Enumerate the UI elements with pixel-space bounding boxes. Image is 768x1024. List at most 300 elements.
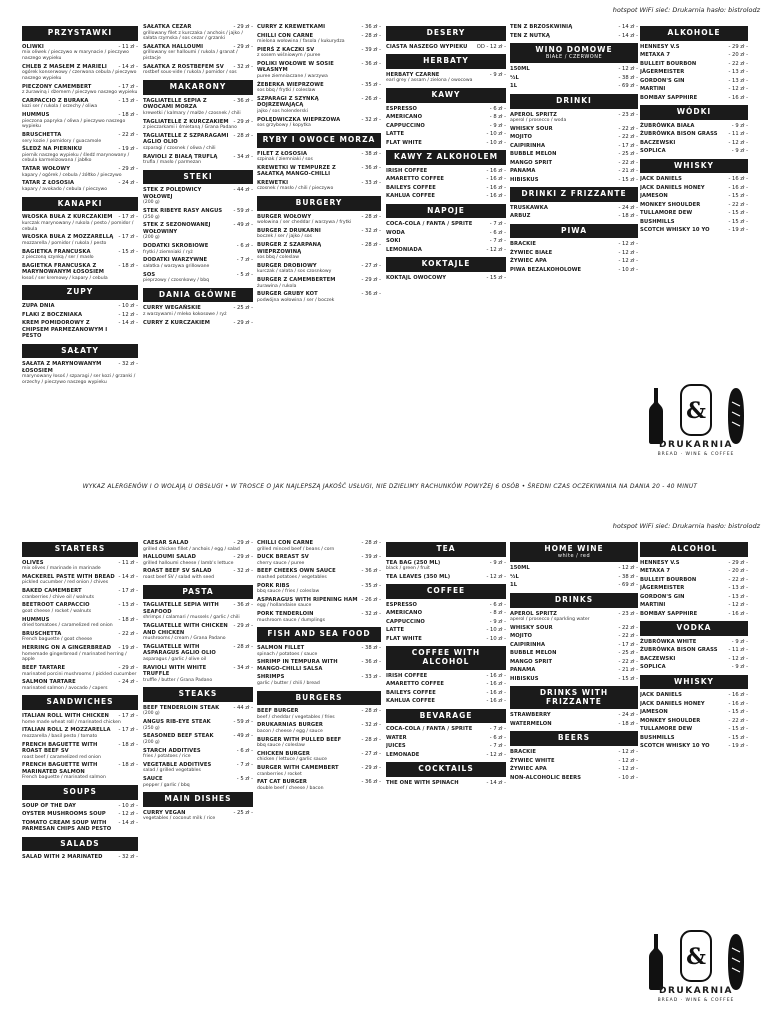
menu-item-price: - 32 zł - xyxy=(233,63,253,70)
section-heading xyxy=(22,837,138,852)
menu-item xyxy=(22,361,138,374)
menu-item-name: CURRY VEGAN xyxy=(143,809,186,816)
menu-item xyxy=(143,568,253,575)
menu-item xyxy=(386,140,506,147)
menu-item xyxy=(640,709,748,716)
menu-item xyxy=(640,639,748,646)
section-title: BURGERY xyxy=(295,198,343,207)
menu-item-description: aperol / prosecco / woda xyxy=(510,118,567,123)
menu-item-name: SOPLICA xyxy=(640,148,666,155)
menu-item-price: - 16 zł - xyxy=(486,167,506,174)
menu-item-price: - 17 zł - xyxy=(118,727,138,734)
menu-item-price: - 22 zł - xyxy=(728,201,748,208)
menu-item-description: puree ziemniaczane / warzywa xyxy=(257,73,328,79)
menu-item-name: SOUP OF THE DAY xyxy=(22,802,77,809)
menu-item xyxy=(640,577,748,584)
menu-item-price: - 12 zł - xyxy=(618,258,638,265)
menu-item xyxy=(386,735,506,742)
menu-item-name: LEMONIADA xyxy=(386,246,422,253)
menu-item-description: dried tomatoes / caramelized red onion xyxy=(22,623,113,629)
section-title: PRZYSTAWKI xyxy=(47,28,113,37)
menu-item xyxy=(510,642,638,649)
menu-item-name: ŻYWIEC APA xyxy=(510,766,547,773)
menu-item-name: MARTINI xyxy=(640,602,666,609)
section-title: SANDWICHES xyxy=(46,697,114,707)
menu-item-description: kapary / ogórek / cebula / żółtko / pieczywo xyxy=(22,172,122,178)
menu-item-description: pieprzowy / czosnkowy / bbq xyxy=(143,278,210,284)
menu-item-name: JACK DANIELS xyxy=(640,176,682,183)
menu-item-price: - 18 zł - xyxy=(118,616,138,623)
menu-item-name: CAESAR SALAD xyxy=(143,540,189,546)
menu-item-name: FRENCH BAGUETTE WITH MARINATED SALMON xyxy=(22,762,98,775)
menu-item-price: - 38 zł - xyxy=(361,645,381,652)
menu-item-price: - 7 zł - xyxy=(489,238,506,245)
menu-item-description: goat cheese / rocket / walnuts xyxy=(22,608,92,614)
menu-item-description: trufla / masło / parmezan xyxy=(143,160,202,165)
menu-item xyxy=(22,727,138,734)
menu-item-name: CARPACCIO Z BURAKA xyxy=(22,97,89,104)
menu-item-price: - 28 zł - xyxy=(361,736,381,743)
menu-item-price: - 28 zł - xyxy=(233,132,253,139)
menu-item-name: HENNESY V.S xyxy=(640,559,680,566)
brand-tagline: BREAD · WINE & COFFEE xyxy=(657,998,735,1003)
menu-item xyxy=(143,602,253,615)
menu-item xyxy=(143,187,253,200)
menu-item-description: pieczona papryka / oliwa / pieczywo naszego wypieku xyxy=(22,118,126,130)
menu-item xyxy=(510,143,638,150)
menu-item-price: - 38 zł - xyxy=(361,150,381,157)
menu-item-name: JAMESON xyxy=(640,709,668,716)
menu-item xyxy=(510,66,638,73)
menu-item xyxy=(143,623,253,636)
menu-item xyxy=(640,560,748,567)
section-title: DRINKS WITH FRIZZANTE xyxy=(539,688,609,706)
menu-item-price: - 15 zł - xyxy=(728,734,748,741)
section-title: STEKI xyxy=(183,171,213,181)
menu-item-price: - 7 zł - xyxy=(236,761,253,768)
menu-item-description: jajko / sos holenderski xyxy=(257,108,308,114)
menu-item xyxy=(640,692,748,699)
menu-item xyxy=(510,177,638,184)
menu-item-price: - 6 zł - xyxy=(489,601,506,608)
menu-item xyxy=(257,765,381,772)
menu-item-name: BULLEIT BOURBON xyxy=(640,576,697,583)
menu-item xyxy=(510,250,638,257)
menu-item-price: - 22 zł - xyxy=(618,624,638,631)
menu-item-name: RAVIOLI WITH WHITE TRUFFLE xyxy=(143,664,207,678)
menu-item xyxy=(257,96,381,109)
menu-item xyxy=(386,123,506,130)
menu-item-name: SAŁATKA HALLOUMI xyxy=(143,43,204,50)
menu-item-name: SAŁATKA Z ROSTBEFEM SV xyxy=(143,63,224,70)
menu-item-price: - 10 zł - xyxy=(486,131,506,138)
menu-item-name: CHICKEN BURGER xyxy=(257,750,310,757)
menu-item-description: sos grzybowy / kopytka xyxy=(257,123,311,129)
menu-item-price: - 9 zł - xyxy=(731,122,748,129)
section-heading xyxy=(22,695,138,710)
section-title: ZUPY xyxy=(66,287,94,297)
menu-item xyxy=(510,267,638,274)
menu-item-name: HERRING ON A GINGERBREAD xyxy=(22,645,112,652)
menu-item-price: - 29 zł - xyxy=(361,765,381,772)
menu-item xyxy=(640,69,748,76)
menu-item-price: - 28 zł - xyxy=(361,213,381,220)
section-title: RYBY I OWOCE MORZA xyxy=(262,134,376,144)
section-heading xyxy=(640,105,748,120)
menu-item xyxy=(143,719,253,726)
menu-item xyxy=(640,664,748,671)
section-heading xyxy=(257,627,381,642)
section-heading xyxy=(640,621,748,636)
menu-item-description: z warzywami / mleko kokosowe / ryż xyxy=(143,311,227,317)
menu-item-description: asparagus / garlic / olive oil xyxy=(143,656,207,662)
section-title: STARTERS xyxy=(54,544,106,553)
menu-item-price: - 14 zł - xyxy=(118,819,138,826)
menu-item-price: - 10 zł - xyxy=(118,802,138,809)
menu-item-price: - 6 zł - xyxy=(489,734,506,741)
menu-item xyxy=(640,227,748,234)
menu-item-name: KAHLUA COFFEE xyxy=(386,193,436,200)
menu-item-description: podwójna wołowina / ser / boczek xyxy=(257,297,335,303)
section-heading xyxy=(22,197,138,212)
menu-item-description: czosnek / masło / chili / pieczywo xyxy=(257,186,334,192)
menu-item xyxy=(640,210,748,217)
menu-item xyxy=(143,305,253,312)
menu-item-price: - 36 zł - xyxy=(361,164,381,171)
menu-item xyxy=(22,713,138,720)
menu-item-price: - 12 zł - xyxy=(618,749,638,756)
menu-item-name: KAHLUA COFFEE xyxy=(386,698,436,705)
menu-item xyxy=(22,312,138,319)
menu-item-description: shrimps / calamari / mussels / garlic / chili xyxy=(143,615,240,621)
menu-item-description: mushrooms / cream / Grana Padano xyxy=(143,636,226,642)
menu-item-name: BACZEWSKI xyxy=(640,655,676,662)
menu-item-name: BACZEWSKI xyxy=(640,139,676,146)
menu-item-name: BAGIETKA FRANCUSKA Z MARYNOWANYM ŁOSOSIEM xyxy=(22,262,105,276)
menu-item-price: - 33 zł - xyxy=(361,674,381,681)
menu-item-name: SZPARAGI Z SZYNKĄ DOJRZEWAJĄCĄ xyxy=(257,95,319,109)
menu-item-name: SAUCE xyxy=(143,776,163,783)
menu-item-price: - 12 zł - xyxy=(728,86,748,93)
menu-item-price: - 33 zł - xyxy=(361,179,381,186)
menu-item-name: WŁOSKA BUŁA Z KURCZAKIEM xyxy=(22,214,113,221)
menu-item-name: CHLEB Z MASŁEM Z MARIELI xyxy=(22,63,107,70)
svg-text:&: & xyxy=(686,398,706,424)
menu-item xyxy=(257,722,381,729)
menu-item xyxy=(22,303,138,310)
section-heading xyxy=(510,593,638,608)
menu-item xyxy=(510,168,638,175)
menu-item-name: CHILLI CON CARNE xyxy=(257,32,314,39)
section-heading xyxy=(510,187,638,202)
menu-item-price: - 12 zł - xyxy=(118,311,138,318)
menu-item-name: HENNESY V.S xyxy=(640,43,680,50)
bottle-icon xyxy=(648,388,664,444)
menu-item-name: BURGER Z CAMEMBERTEM xyxy=(257,277,336,284)
menu-item-name: TATAR WOŁOWY xyxy=(22,166,71,173)
menu-item-name: CURRY Z KURCZAKIEM xyxy=(143,319,211,326)
menu-item-price: - 23 zł - xyxy=(618,111,638,118)
menu-item xyxy=(640,219,748,226)
menu-item-price: - 17 zł - xyxy=(618,142,638,149)
menu-item xyxy=(510,633,638,640)
menu-item-description: French baguette / goat cheese xyxy=(22,637,93,643)
menu-item xyxy=(510,721,638,728)
section-heading xyxy=(386,762,506,777)
menu-item-description: mix olives / marinade in marinade xyxy=(22,566,101,572)
menu-item-name: SHRIMPS xyxy=(257,674,285,681)
menu-item-price: - 18 zł - xyxy=(118,762,138,769)
section-title: COFFEE xyxy=(426,586,466,596)
section-title: STEAKS xyxy=(178,689,218,699)
section-title: SAŁATY xyxy=(61,345,99,355)
section-heading xyxy=(22,542,138,557)
menu-item-price: - 16 zł - xyxy=(728,700,748,707)
menu-column xyxy=(510,538,638,781)
menu-item-name: BRUSCHETTA xyxy=(22,630,62,637)
menu-item-description: grilled minced beef / beans / corn xyxy=(257,546,335,552)
menu-item-price: - 28 zł - xyxy=(361,540,381,546)
menu-item-name: PORK RIBS xyxy=(257,582,290,589)
menu-item xyxy=(143,665,253,678)
menu-item-description: roast beef / caramelized red onion xyxy=(22,754,101,760)
menu-item xyxy=(510,258,638,265)
menu-item-name: BRUSCHETTA xyxy=(22,132,62,138)
menu-item xyxy=(143,644,253,657)
menu-item-name: BEETROOT CARPACCIO xyxy=(22,602,90,609)
menu-item-price: - 24 zł - xyxy=(618,712,638,719)
section-heading xyxy=(143,792,253,807)
menu-item-price: - 12 zł - xyxy=(618,766,638,773)
menu-item xyxy=(510,574,638,581)
menu-item xyxy=(510,667,638,674)
menu-item-price: - 16 zł - xyxy=(486,176,506,183)
menu-item-price: - 16 zł - xyxy=(486,681,506,688)
menu-item-name: HIBISKUS xyxy=(510,176,539,183)
menu-item-name: AMERICANO xyxy=(386,610,423,617)
menu-item-name: SCOTCH WHISKY 10 YO xyxy=(640,227,710,234)
menu-item xyxy=(257,277,381,284)
menu-item-name: 1L xyxy=(510,83,518,90)
ampersand-logo-icon xyxy=(680,930,712,982)
menu-item-price: - 12 zł - xyxy=(618,241,638,248)
menu-item-price: - 25 zł - xyxy=(233,809,253,816)
menu-item-name: TAGLIATELLE SEPIA Z OWOCAMI MORZA xyxy=(143,97,207,111)
section-title: ALKOHOLE xyxy=(667,28,721,37)
menu-item-price: - 21 zł - xyxy=(618,667,638,674)
menu-item-price: - 22 zł - xyxy=(728,60,748,67)
menu-item-name: SAŁATKA CEZAR xyxy=(143,24,192,30)
menu-item-description: truffle / butter / Grana Padano xyxy=(143,677,213,683)
menu-item-name: SALMON TARTARE xyxy=(22,679,76,686)
menu-item-name: HALLOUMI SALAD xyxy=(143,554,197,561)
menu-item-name: MANGO SPRIT xyxy=(510,159,553,166)
menu-item-description: mushroom sauce / dumplings xyxy=(257,617,325,623)
menu-item-name: BURGER Z DRUKARNI xyxy=(257,227,321,234)
menu-item-price: - 15 zł - xyxy=(728,193,748,200)
menu-item xyxy=(510,659,638,666)
menu-item xyxy=(640,743,748,750)
menu-item-price: - 24 zł - xyxy=(118,180,138,187)
wifi-info: hotspot WiFi sieć: Drukarnia hasło: bistrolodz xyxy=(612,6,760,14)
menu-item-name: BEEF TENDERLOIN STEAK xyxy=(143,704,220,711)
menu-item-description: homemade gingerbread / marinated herring / apple xyxy=(22,651,127,663)
menu-item-name: BOMBAY SAPPHIRE xyxy=(640,94,698,101)
menu-item xyxy=(640,131,748,138)
menu-item-name: TAGLIATELLE Z KURCZAKIEM xyxy=(143,118,229,125)
menu-item-name: ESPRESSO xyxy=(386,601,418,608)
section-heading xyxy=(143,80,253,95)
menu-item-price: - 7 zł - xyxy=(489,743,506,750)
menu-item-description: żurawina / rukola xyxy=(257,283,297,289)
menu-item xyxy=(386,131,506,138)
section-heading xyxy=(510,43,638,63)
menu-item-description: (200 g) xyxy=(143,739,160,745)
menu-item-name: BAILEYS COFFEE xyxy=(386,184,436,191)
menu-item-name: FILET Z ŁOSOSIA xyxy=(257,150,308,157)
menu-item-description: vegetables / coconut milk / rice xyxy=(143,816,216,822)
menu-item-name: TAGLIATELLE WITH CHICKEN AND CHICKEN xyxy=(143,623,228,636)
menu-item-name: GORDON'S GIN xyxy=(640,77,685,84)
menu-item-price: - 39 zł - xyxy=(361,46,381,53)
menu-item-name: BAGIETKA FRANCUSKA xyxy=(22,248,91,255)
menu-item xyxy=(386,726,506,733)
menu-item xyxy=(22,820,138,833)
menu-item-price: - 27 zł - xyxy=(361,262,381,269)
section-title: MAKARONY xyxy=(169,82,227,92)
menu-item-price: - 24 zł - xyxy=(618,204,638,211)
menu-item-price: - 13 zł - xyxy=(728,77,748,84)
menu-item xyxy=(22,234,138,241)
menu-item-price: - 14 zł - xyxy=(618,32,638,39)
menu-item xyxy=(640,568,748,575)
menu-item-name: APEROL SPRITZ xyxy=(510,111,557,118)
menu-item-price: - 14 zł - xyxy=(618,24,638,30)
menu-item xyxy=(386,106,506,113)
menu-item-name: MONKEY SHOULDER xyxy=(640,201,701,208)
menu-item xyxy=(22,854,138,861)
menu-item-price: - 32 zł - xyxy=(361,611,381,618)
menu-item-price: - 11 zł - xyxy=(118,559,138,566)
section-title: KOKTAJLE xyxy=(421,259,471,269)
menu-item-name: DODATKI SKROBIOWE xyxy=(143,243,209,250)
menu-item-price: - 32 zł - xyxy=(118,361,138,368)
menu-item-description: pepper / garlic / bbq xyxy=(143,782,190,788)
menu-item-name: BURGER GRUBY KOT xyxy=(257,291,318,298)
section-subtitle: white / red xyxy=(557,552,591,559)
menu-item-price: - 22 zł - xyxy=(618,658,638,665)
menu-item-name: BRACKIE xyxy=(510,241,536,248)
menu-item-name: CIASTA NASZEGO WYPIEKU xyxy=(386,43,468,50)
menu-item-name: BURGER WOŁOWY xyxy=(257,213,312,220)
menu-panel-english xyxy=(0,516,768,1024)
menu-item-name: OLIVES xyxy=(22,559,44,566)
menu-item-price: - 19 zł - xyxy=(728,743,748,750)
menu-item-price: - 44 zł - xyxy=(233,187,253,194)
menu-item-price: - 25 zł - xyxy=(618,650,638,657)
section-heading xyxy=(22,285,138,300)
menu-item-description: mozzarella / pomidor / rukola / pesto xyxy=(22,240,107,246)
menu-item-price: - 17 zł - xyxy=(118,588,138,595)
menu-item-name: THE ONE WITH SPINACH xyxy=(386,779,459,786)
menu-item-name: JÄGERMEISTER xyxy=(640,69,685,76)
menu-item-name: FLAT WHITE xyxy=(386,139,422,146)
section-title: WHISKY xyxy=(674,676,714,686)
menu-item-price: - 14 zł - xyxy=(118,63,138,70)
section-title: VODKA xyxy=(676,623,712,633)
menu-item-name: KREWETKI xyxy=(257,179,289,186)
menu-item-name: OYSTER MUSHROOMS SOUP xyxy=(22,811,106,818)
menu-item-description: grillowany ser halloumi / rukola / granat / pistacje xyxy=(143,50,238,62)
menu-item-description: beef / cheddar / vegetables / fries xyxy=(257,714,335,720)
menu-item xyxy=(640,726,748,733)
brand-tagline: BREAD · WINE & COFFEE xyxy=(657,452,735,457)
section-heading xyxy=(510,94,638,109)
menu-item xyxy=(386,176,506,183)
menu-item-price: - 16 zł - xyxy=(728,176,748,183)
menu-item-description: garlic / butter / chili / bread xyxy=(257,680,320,686)
menu-item-description: (200 g) xyxy=(143,711,160,717)
menu-item-price: - 15 zł - xyxy=(728,210,748,217)
menu-item-name: LATTE xyxy=(386,131,405,138)
menu-item-description: mielona wołowina / fasola / kukurydza xyxy=(257,39,345,44)
menu-item xyxy=(386,743,506,750)
menu-item-price: - 29 zł - xyxy=(233,24,253,30)
menu-item xyxy=(386,610,506,617)
menu-item xyxy=(386,619,506,626)
section-title: ALCOHOL xyxy=(670,544,718,553)
section-heading xyxy=(143,288,253,303)
section-title: DESERY xyxy=(426,28,466,37)
menu-item-price: - 19 zł - xyxy=(118,645,138,652)
menu-item-name: PORK TENDERLOIN xyxy=(257,611,314,618)
menu-item-price: - 26 zł - xyxy=(361,596,381,603)
menu-item-name: ŻUBRÓWKA WHITE xyxy=(640,638,697,645)
menu-item-name: SALMON FILLET xyxy=(257,645,305,652)
menu-item-price: - 29 zł - xyxy=(118,665,138,671)
menu-item-name: SOS xyxy=(143,271,156,278)
menu-item-description: marinated porcini mushrooms / pickled cucumber xyxy=(22,671,137,677)
menu-item-price: - 16 zł - xyxy=(486,689,506,696)
menu-item-name: PANAMA xyxy=(510,168,536,175)
menu-item-price: - 15 zł - xyxy=(728,726,748,733)
menu-item-name: WHISKY SOUR xyxy=(510,125,553,132)
menu-item-name: STEK Z SEZONOWANEJ WOŁOWINY xyxy=(143,222,211,235)
menu-item xyxy=(510,75,638,82)
menu-item-name: BUBBLE MELON xyxy=(510,650,557,657)
menu-item-price: - 6 zł - xyxy=(489,229,506,236)
menu-item-name: BURGER DROBIOWY xyxy=(257,262,317,269)
section-heading xyxy=(386,584,506,599)
menu-item-description: fries / potatoes / rice xyxy=(143,754,191,760)
menu-item xyxy=(640,44,748,51)
menu-item-description: sos bbq / coleslaw xyxy=(257,255,299,261)
menu-item-price: - 9 zł - xyxy=(731,638,748,645)
menu-item-description: rostbef sous-vide / rukola / pomidor / sos xyxy=(143,70,237,76)
menu-column xyxy=(640,538,748,750)
menu-item-price: - 32 zł - xyxy=(361,227,381,234)
menu-item-price: - 12 zł - xyxy=(618,757,638,764)
menu-item-name: CAPPUCCINO xyxy=(386,618,425,625)
menu-item-name: METAXA 7 xyxy=(640,52,671,59)
menu-item-price: - 28 zł - xyxy=(361,32,381,39)
menu-item-name: BOMBAY SAPPHIRE xyxy=(640,610,698,617)
menu-item xyxy=(510,126,638,133)
menu-item xyxy=(640,193,748,200)
menu-item-price: - 38 zł - xyxy=(618,573,638,580)
menu-item-name: STRAWBERRY xyxy=(510,712,551,719)
menu-item-name: KOKTAJL OWOCOWY xyxy=(386,274,447,281)
